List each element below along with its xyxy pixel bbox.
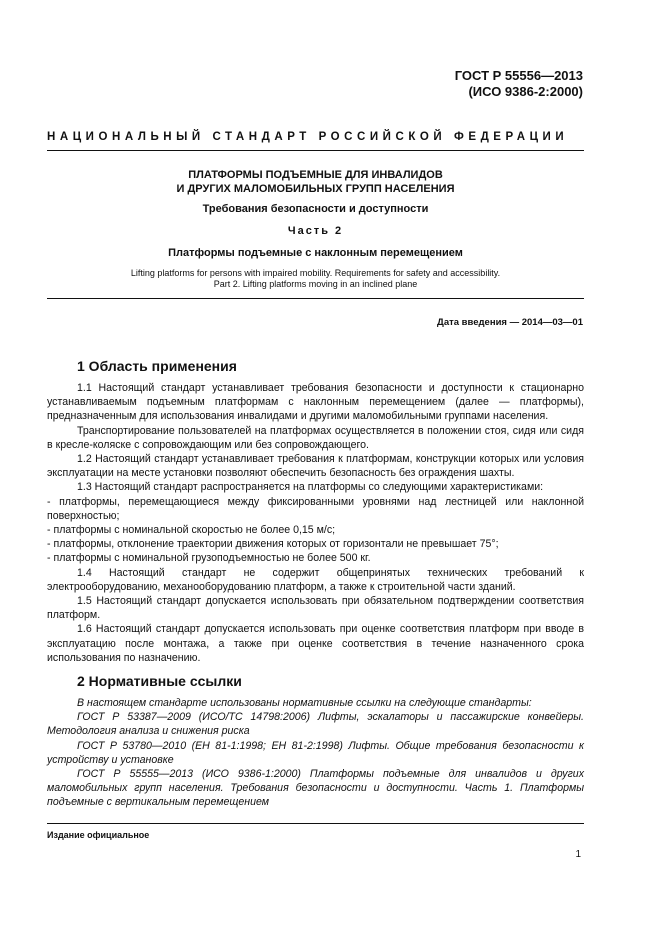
part-title: Платформы подъемные с наклонным перемещением [168,247,463,259]
paragraph: 1.1 Настоящий стандарт устанавливает требования безопасности и доступности к стационарно устанавливаемым подъемным платформам с наклонным перемещением (далее — платформы), предназначенным для использования инвалидами и другими маломобильными группами населения. [47,382,584,423]
english-title-line-2: Part 2. Lifting platforms moving in an inclined plane [213,279,418,289]
section-scope-body [47,381,584,665]
footer-rule [47,823,584,824]
paragraph: 1.3 Настоящий стандарт распространяется на платформы со следующими характеристиками: [77,481,544,494]
paragraph: Транспортирование пользователей на платформах осуществляется в положении стоя, сидя или сидя в кресле-коляске с сопровождающим или без сопровождающего. [47,424,584,451]
paragraph: 1.4 Настоящий стандарт не содержит общепринятых технических требований к электрооборудованию, механооборудованию платформ, а также к строительной части зданий. [47,566,584,593]
list-item: - платформы с номинальной скоростью не более 0,15 м/с; [47,524,336,537]
section-heading-references: 2 Нормативные ссылки [77,673,242,689]
document-subtitle: Требования безопасности и доступности [202,203,429,215]
document-title [47,168,584,196]
section-heading-scope: 1 Область применения [77,358,237,374]
reference-item: ГОСТ Р 53387—2009 (ИСО/ТС 14798:2006) Лифты, эскалаторы и пассажирские конвейеры. Методология анализа и снижения риска [47,711,584,738]
part-label: Часть 2 [287,225,344,237]
official-edition-label: Издание официальное [47,830,150,840]
standard-designation [455,68,583,100]
introduction-date: Дата введения — 2014—03—01 [437,317,583,328]
middle-rule [47,298,584,299]
section-references-body [47,696,584,810]
title-line-1: ПЛАТФОРМЫ ПОДЪЕМНЫЕ ДЛЯ ИНВАЛИДОВ [188,169,443,181]
english-title-line-1: Lifting platforms for persons with impaired mobility. Requirements for safety and accessibility. [130,268,501,278]
list-item: - платформы, отклонение траектории движения которых от горизонтали не превышает 75°; [47,538,499,551]
paragraph: 1.5 Настоящий стандарт допускается использовать при обязательном подтверждении соответствия платформ. [47,595,584,622]
list-item: - платформы с номинальной грузоподъемностью не более 500 кг. [47,552,371,565]
standard-number: ГОСТ Р 55556—2013 [454,68,583,83]
paragraph: 1.6 Настоящий стандарт допускается использовать при оценке соответствия платформ при вводе в эксплуатацию после монтажа, а также при оценке соответствия в течение назначенного срока использования по назначению. [47,623,584,664]
paragraph: В настоящем стандарте использованы нормативные ссылки на следующие стандарты: [77,697,532,709]
paragraph: 1.2 Настоящий стандарт устанавливает требования к платформам, конструкции которых или условия эксплуатации на месте установки позволяют обеспечить безопасность без ограждения шахты. [47,453,584,480]
national-standard-banner: НАЦИОНАЛЬНЫЙ СТАНДАРТ РОССИЙСКОЙ ФЕДЕРАЦИИ [47,131,569,143]
english-title [47,268,584,290]
list-item: - платформы, перемещающиеся между фиксированными уровнями над лестницей или наклонной поверхностью; [47,495,584,522]
page-number: 1 [575,849,581,860]
reference-item: ГОСТ Р 55555—2013 (ИСО 9386-1:2000) Платформы подъемные для инвалидов и других маломобильных групп населения. Требования безопасности и доступности. Часть 1. Платформы подъемные с вертикальным перемещением [47,768,584,809]
reference-item: ГОСТ Р 53780—2010 (ЕН 81-1:1998; ЕН 81-2:1998) Лифты. Общие требования безопасности к устройству и установке [47,739,584,766]
top-rule [47,150,584,151]
title-line-2: И ДРУГИХ МАЛОМОБИЛЬНЫХ ГРУПП НАСЕЛЕНИЯ [176,183,455,195]
iso-equivalent: (ИСО 9386-2:2000) [468,84,583,99]
